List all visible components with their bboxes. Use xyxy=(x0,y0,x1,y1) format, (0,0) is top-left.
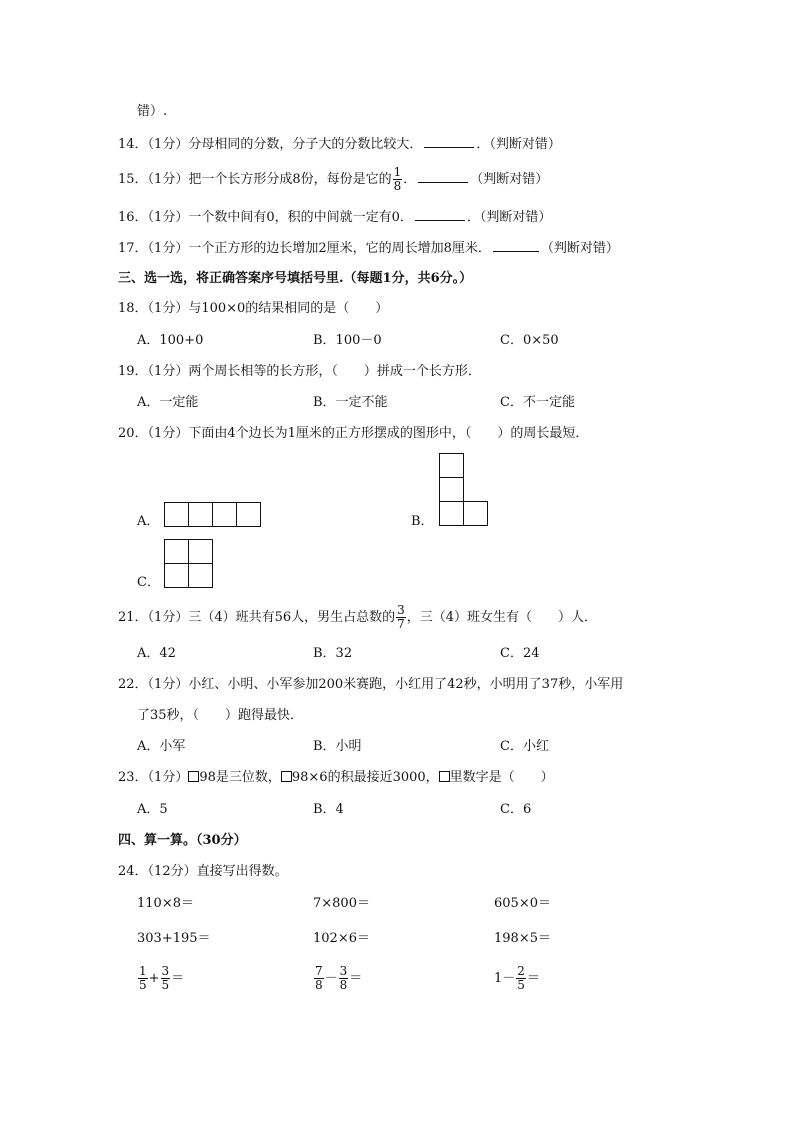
q19-option-a[interactable]: A．一定能 xyxy=(137,395,199,410)
q22-option-c[interactable]: C．小红 xyxy=(500,739,549,754)
q15-denominator: 8 xyxy=(393,179,402,193)
q15-fraction xyxy=(393,166,403,193)
q21-option-c[interactable]: C．24 xyxy=(500,646,540,661)
q23-option-c[interactable]: C．6 xyxy=(500,802,532,817)
equals-sign: ＝ xyxy=(349,971,363,986)
operator: + xyxy=(148,971,160,986)
q22-line-1: 22．（1分）小红、小明、小军参加200米赛跑，小红用了42秒，小明用了37秒，小军用 xyxy=(118,677,624,692)
q24-item-5[interactable]: 102×6＝ xyxy=(313,931,370,946)
q21-option-a[interactable]: A．42 xyxy=(137,646,176,661)
square xyxy=(165,540,189,564)
denominator: 5 xyxy=(161,978,170,992)
q15-text: 15．（1分）把一个长方形分成8份，每份是它的 xyxy=(118,172,392,187)
q24-item-9[interactable] xyxy=(494,964,540,994)
square xyxy=(440,454,464,478)
numerator: 2 xyxy=(517,964,525,978)
q20-figure-a xyxy=(164,502,261,527)
q16-judge: ．（判断对错） xyxy=(466,210,552,225)
q22-option-a[interactable]: A．小军 xyxy=(137,739,186,754)
q14-text: 14．（1分）分母相同的分数，分子大的分数比较大． xyxy=(118,137,423,152)
denominator: 5 xyxy=(517,978,525,992)
numerator: 1 xyxy=(139,964,147,978)
square xyxy=(464,502,488,526)
q23-label: 23．（1分） xyxy=(118,770,189,785)
blank-square-icon xyxy=(188,771,199,782)
q20-figure-b xyxy=(439,453,488,526)
question-17 xyxy=(118,238,619,258)
q19-option-b[interactable]: B．一定不能 xyxy=(313,395,388,410)
numerator: 3 xyxy=(339,964,348,978)
q23-text-3: 里数字是（ ） xyxy=(449,770,554,785)
numerator: 3 xyxy=(161,964,170,978)
q21-denominator: 7 xyxy=(397,617,405,631)
q18-option-b[interactable]: B．100－0 xyxy=(313,333,382,348)
equals-sign: ＝ xyxy=(171,971,185,986)
q19-stem: 19．（1分）两个周长相等的长方形，（ ）拼成一个长方形． xyxy=(118,364,481,379)
question-16 xyxy=(118,207,551,227)
question-14 xyxy=(118,134,561,154)
q24-item-1[interactable]: 110×8＝ xyxy=(137,896,194,911)
square xyxy=(440,478,464,502)
q22-line-2: 了35秒，（ ）跑得最快． xyxy=(137,708,304,723)
q15-judge: （判断对错） xyxy=(470,172,549,187)
square xyxy=(189,503,213,527)
q16-answer-blank[interactable] xyxy=(415,207,465,221)
q23-text-2: 98×6的积最接近3000， xyxy=(291,770,439,785)
q20-stem: 20．（1分）下面由4个边长为1厘米的正方形摆成的图形中，（ ）的周长最短． xyxy=(118,426,589,441)
q24-item-2[interactable]: 7×800＝ xyxy=(313,896,370,911)
q23-option-a[interactable]: A．5 xyxy=(137,802,168,817)
q17-answer-blank[interactable] xyxy=(493,238,539,252)
question-23 xyxy=(118,769,554,787)
fraction xyxy=(339,965,349,992)
section-3-heading: 三、选一选，将正确答案序号填括号里.（每题1分，共6分。） xyxy=(118,271,473,286)
fraction xyxy=(138,965,148,992)
q13-tail: 错）. xyxy=(137,104,168,119)
q24-item-6[interactable]: 198×5＝ xyxy=(494,931,551,946)
q17-judge: （判断对错） xyxy=(540,241,619,256)
square xyxy=(189,564,213,588)
q21-option-b[interactable]: B．32 xyxy=(313,646,353,661)
q20-option-c[interactable]: C． xyxy=(137,575,160,590)
section-4-heading: 四、算一算。（30分） xyxy=(118,833,247,848)
q22-option-b[interactable]: B．小明 xyxy=(313,739,362,754)
q24-item-3[interactable]: 605×0＝ xyxy=(494,896,551,911)
minuend: 1－ xyxy=(494,971,516,986)
fraction xyxy=(314,965,324,992)
q18-stem: 18．（1分）与100×0的结果相同的是（ ） xyxy=(118,301,389,316)
denominator: 8 xyxy=(339,978,348,992)
square xyxy=(237,503,261,527)
q17-text: 17．（1分）一个正方形的边长增加2厘米，它的周长增加8厘米． xyxy=(118,241,491,256)
q21-text-tail: ，三（4）班女生有（ ）人． xyxy=(406,610,598,625)
q23-text-1: 98是三位数， xyxy=(199,770,281,785)
q14-answer-blank[interactable] xyxy=(424,134,474,148)
square xyxy=(189,540,213,564)
equals-sign: ＝ xyxy=(526,971,540,986)
question-21 xyxy=(118,604,597,631)
fraction xyxy=(516,965,526,992)
fraction xyxy=(161,965,171,992)
q20-option-b[interactable]: B． xyxy=(411,514,434,529)
q18-option-a[interactable]: A．100+0 xyxy=(137,333,204,348)
square xyxy=(165,503,189,527)
q24-item-7[interactable] xyxy=(137,964,184,994)
square xyxy=(440,502,464,526)
question-15 xyxy=(118,166,548,193)
q15-answer-blank[interactable] xyxy=(418,169,468,183)
q21-numerator: 3 xyxy=(397,603,405,617)
q21-text: 21．（1分）三（4）班共有56人，男生占总数的 xyxy=(118,610,396,625)
q19-option-c[interactable]: C．不一定能 xyxy=(500,395,575,410)
q24-stem: 24．（12分）直接写出得数。 xyxy=(118,864,288,879)
q18-option-c[interactable]: C．0×50 xyxy=(500,333,559,348)
q20-figure-c xyxy=(164,539,213,588)
numerator: 7 xyxy=(315,964,323,978)
operator: － xyxy=(324,971,338,986)
q20-option-a[interactable]: A． xyxy=(137,514,160,529)
q23-option-b[interactable]: B．4 xyxy=(313,802,344,817)
square xyxy=(213,503,237,527)
blank-square-icon xyxy=(439,771,450,782)
q21-fraction xyxy=(396,604,406,631)
q15-numerator: 1 xyxy=(393,165,402,179)
q16-text: 16．（1分）一个数中间有0，积的中间就一定有0． xyxy=(118,210,413,225)
square xyxy=(165,564,189,588)
denominator: 8 xyxy=(315,978,323,992)
q24-item-4[interactable]: 303+195＝ xyxy=(137,931,211,946)
q15-period: ． xyxy=(403,172,417,187)
q14-judge: ．（判断对错） xyxy=(476,137,561,152)
blank-square-icon xyxy=(281,771,292,782)
q24-item-8[interactable] xyxy=(313,964,362,994)
denominator: 5 xyxy=(139,978,147,992)
